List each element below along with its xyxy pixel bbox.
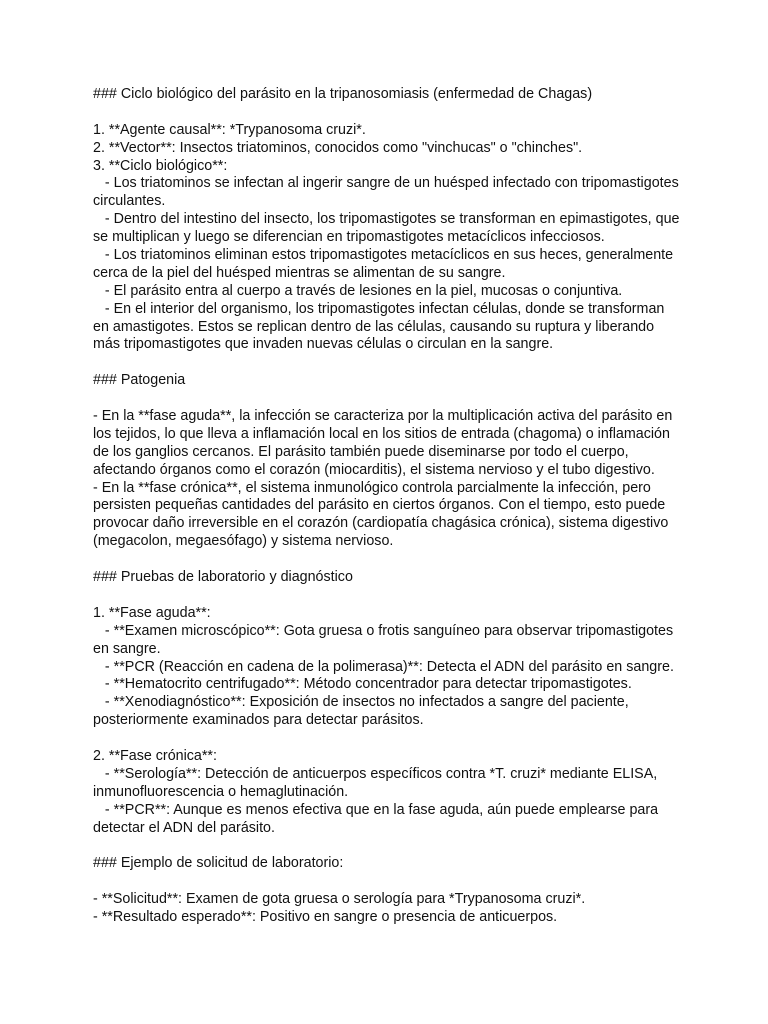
text-line: los tejidos, lo que lleva a inflamación local en los sitios de entrada (chagoma) o inflamación bbox=[93, 425, 670, 442]
text-line: - **Serología**: Detección de anticuerpos específicos contra *T. cruzi* mediante ELISA, bbox=[93, 765, 658, 782]
text-line: - **Xenodiagnóstico**: Exposición de insectos no infectados a sangre del paciente, bbox=[93, 694, 629, 711]
blank-line bbox=[93, 354, 685, 372]
text-line: - **Hematocrito centrifugado**: Método concentrador para detectar tripomastigotes. bbox=[93, 676, 632, 693]
text-line: 2. **Fase crónica**: bbox=[93, 747, 217, 764]
blank-line bbox=[93, 551, 685, 569]
text-line: cerca de la piel del huésped mientras se alimentan de su sangre. bbox=[93, 264, 506, 281]
text-line: 1. **Agente causal**: *Trypanosoma cruzi*. bbox=[93, 121, 366, 138]
text-line: - **PCR (Reacción en cadena de la polimerasa)**: Detecta el ADN del parásito en sangre. bbox=[93, 658, 674, 675]
blank-line bbox=[93, 873, 685, 891]
text-line: 2. **Vector**: Insectos triatominos, conocidos como "vinchucas" o "chinches". bbox=[93, 139, 583, 156]
document-body bbox=[93, 86, 685, 927]
text-line: afectando órganos como el corazón (miocarditis), el sistema nervioso y el tubo digestivo. bbox=[93, 461, 655, 478]
text-line: más tripomastigotes que invaden nuevas células o circulan en la sangre. bbox=[93, 336, 554, 353]
text-line: - **Resultado esperado**: Positivo en sangre o presencia de anticuerpos. bbox=[93, 908, 558, 925]
blank-line bbox=[93, 837, 685, 855]
section-heading: ### Ciclo biológico del parásito en la tripanosomiasis (enfermedad de Chagas) bbox=[93, 86, 593, 102]
text-line: - En la **fase aguda**, la infección se caracteriza por la multiplicación activa del parásito en bbox=[93, 408, 673, 425]
text-line: posteriormente examinados para detectar parásitos. bbox=[93, 712, 424, 729]
text-line: - El parásito entra al cuerpo a través de lesiones en la piel, mucosas o conjuntiva. bbox=[93, 282, 623, 299]
text-line: se multiplican y luego se diferencian en tripomastigotes metacíclicos infecciosos. bbox=[93, 229, 605, 246]
text-line: (megacolon, megaesófago) y sistema nervioso. bbox=[93, 533, 394, 550]
blank-line bbox=[93, 587, 685, 605]
text-line: - Dentro del intestino del insecto, los tripomastigotes se transforman en epimastigotes, que bbox=[93, 211, 680, 228]
text-line: 3. **Ciclo biológico**: bbox=[93, 157, 228, 174]
blank-line bbox=[93, 104, 685, 122]
text-line: en amastigotes. Estos se replican dentro de las células, causando su ruptura y liberando bbox=[93, 318, 655, 335]
blank-line bbox=[93, 730, 685, 748]
text-line: inmunofluorescencia o hemaglutinación. bbox=[93, 783, 349, 800]
section-heading: ### Pruebas de laboratorio y diagnóstico bbox=[93, 569, 353, 586]
text-line: provocar daño irreversible en el corazón (cardiopatía chagásica crónica), sistema digestivo bbox=[93, 515, 669, 532]
text-line: - **PCR**: Aunque es menos efectiva que en la fase aguda, aún puede emplearse para bbox=[93, 801, 659, 818]
text-line: - En el interior del organismo, los tripomastigotes infectan células, donde se transforman bbox=[93, 300, 665, 317]
text-line: de los ganglios cercanos. El parásito también puede diseminarse por todo el cuerpo, bbox=[93, 443, 629, 460]
text-line: 1. **Fase aguda**: bbox=[93, 604, 211, 621]
text-line: en sangre. bbox=[93, 640, 161, 657]
section-heading: ### Patogenia bbox=[93, 372, 186, 389]
text-line: detectar el ADN del parásito. bbox=[93, 819, 275, 836]
text-line: - Los triatominos se infectan al ingerir sangre de un huésped infectado con tripomastigotes bbox=[93, 175, 679, 192]
text-line: - En la **fase crónica**, el sistema inmunológico controla parcialmente la infección, pero bbox=[93, 479, 651, 496]
text-line: - **Solicitud**: Examen de gota gruesa o serología para *Trypanosoma cruzi*. bbox=[93, 891, 586, 908]
text-line: - **Examen microscópico**: Gota gruesa o frotis sanguíneo para observar tripomastigotes bbox=[93, 622, 674, 639]
text-line: - Los triatominos eliminan estos tripomastigotes metacíclicos en sus heces, generalmente bbox=[93, 247, 674, 264]
text-line: persisten pequeñas cantidades del parásito en ciertos órganos. Con el tiempo, esto puede bbox=[93, 497, 666, 514]
section-heading: ### Ejemplo de solicitud de laboratorio: bbox=[93, 855, 344, 872]
blank-line bbox=[93, 390, 685, 408]
text-line: circulantes. bbox=[93, 193, 166, 210]
